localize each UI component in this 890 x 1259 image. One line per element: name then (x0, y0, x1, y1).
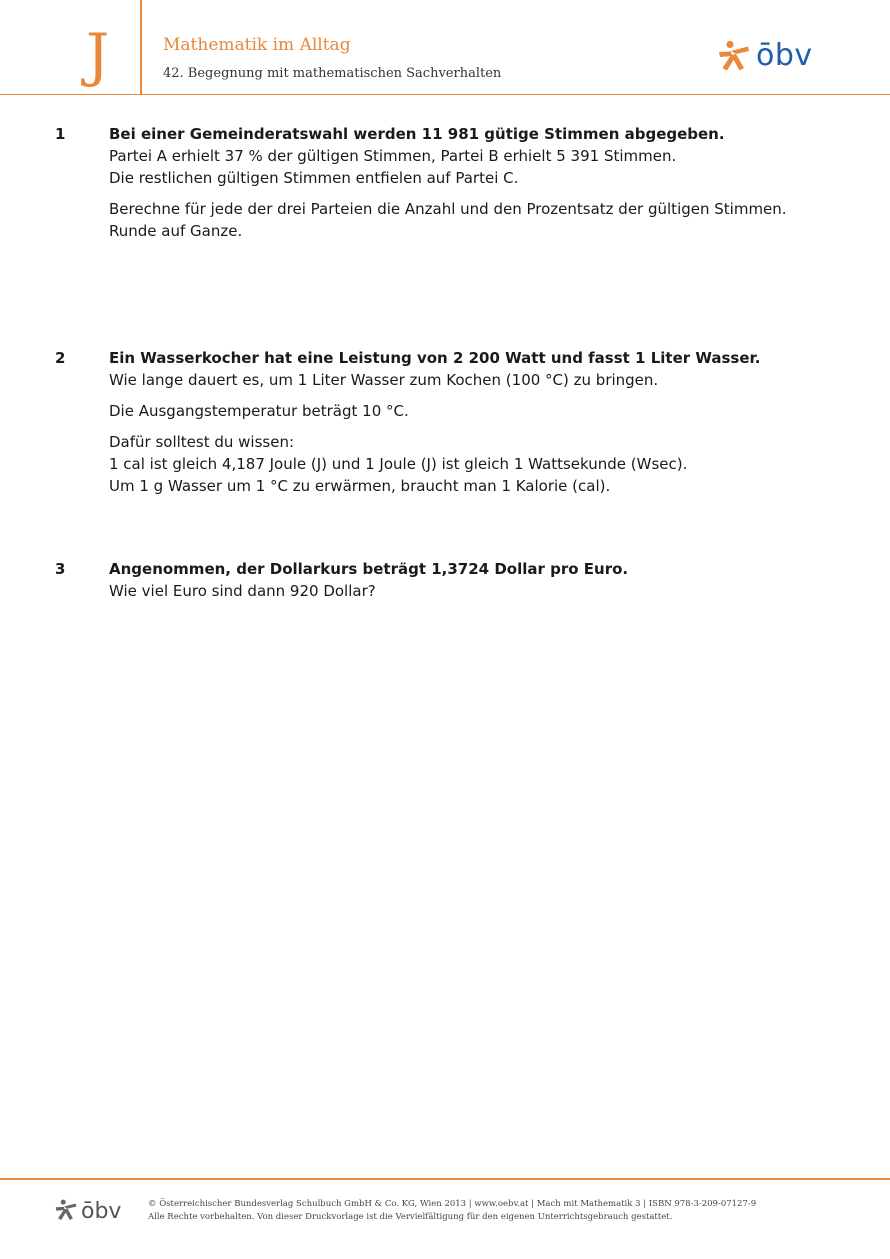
page-header (0, 0, 890, 95)
task-headline: Ein Wasserkocher hat eine Leistung von 2 200 Watt und fasst 1 Liter Wasser. (109, 349, 761, 367)
task-hint-intro: Dafür solltest du wissen: (109, 433, 295, 451)
rights-line: Alle Rechte vorbehalten. Von dieser Druckvorlage ist die Vervielfältigung für den eigenen Unterrichtsgebrauch gestattet. (148, 1211, 673, 1222)
task-body (109, 123, 829, 242)
task-body (109, 347, 829, 497)
task-headline: Bei einer Gemeinderatswahl werden 11 981 gütige Stimmen abgegeben. (109, 125, 725, 143)
task-instruction: Runde auf Ganze. (109, 222, 243, 240)
task-number: 1 (55, 125, 66, 143)
task-body (109, 558, 829, 602)
task-hint: 1 cal ist gleich 4,187 Joule (J) und 1 Joule (J) ist gleich 1 Wattsekunde (Wsec). (109, 455, 688, 473)
task-text: Wie viel Euro sind dann 920 Dollar? (109, 582, 376, 600)
page-title: Mathematik im Alltag (163, 35, 351, 55)
asterisk-logo-icon (718, 40, 750, 72)
task-number: 2 (55, 349, 66, 367)
task-hint: Um 1 g Wasser um 1 °C zu erwärmen, braucht man 1 Kalorie (cal). (109, 477, 611, 495)
task-headline: Angenommen, der Dollarkurs beträgt 1,3724 Dollar pro Euro. (109, 560, 629, 578)
copyright-line: © Österreichischer Bundesverlag Schulbuch GmbH & Co. KG, Wien 2013 | www.oebv.at | Mach mit Mathematik 3 | ISBN 978-3-209-07127-9 (148, 1199, 757, 1209)
page-subtitle: 42. Begegnung mit mathematischen Sachverhalten (163, 66, 502, 81)
publisher-name: ōbv (756, 38, 813, 73)
task-text: Wie lange dauert es, um 1 Liter Wasser zum Kochen (100 °C) zu bringen. (109, 371, 659, 389)
task-text: Partei A erhielt 37 % der gültigen Stimmen, Partei B erhielt 5 391 Stimmen. (109, 147, 677, 165)
asterisk-logo-icon (55, 1199, 77, 1225)
task-number: 3 (55, 560, 66, 578)
header-divider (140, 0, 142, 94)
footer-copyright (148, 1198, 756, 1223)
footer-publisher-name: ōbv (81, 1199, 122, 1224)
footer-logo (55, 1199, 121, 1225)
footer-divider (0, 1178, 890, 1180)
task-instruction: Berechne für jede der drei Parteien die Anzahl und den Prozentsatz der gültigen Stimmen. (109, 200, 787, 218)
task-text: Die restlichen gültigen Stimmen entfielen auf Partei C. (109, 169, 519, 187)
task-text: Die Ausgangstemperatur beträgt 10 °C. (109, 402, 409, 420)
chapter-letter: J (86, 21, 110, 89)
publisher-logo (718, 40, 813, 72)
